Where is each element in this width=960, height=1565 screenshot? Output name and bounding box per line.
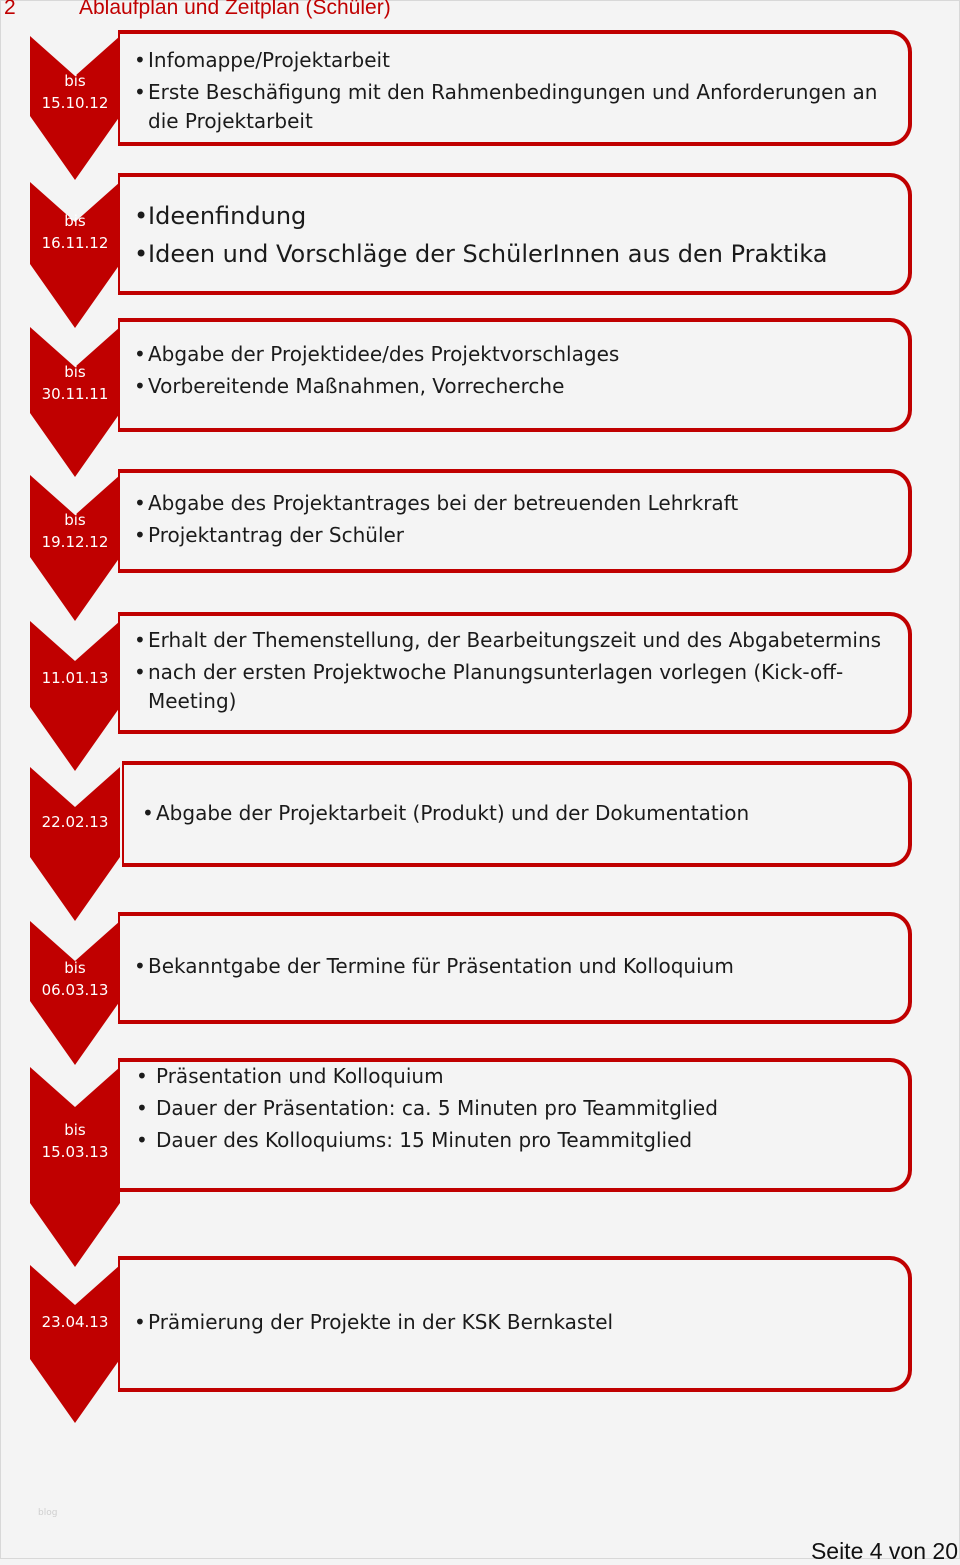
step-item: • Ideenfindung xyxy=(132,199,896,233)
step-date-line: 06.03.13 xyxy=(41,981,109,999)
step-items xyxy=(132,46,896,139)
step-item: • nach der ersten Projektwoche Planungsunterlagen vorlegen (Kick-off-Meeting) xyxy=(132,658,896,716)
step-date-line: bis xyxy=(64,72,86,90)
step-box xyxy=(118,612,912,734)
step-items xyxy=(132,1308,896,1340)
step-item: • Abgabe der Projektidee/des Projektvorschlages xyxy=(132,340,896,369)
step-date-line: bis xyxy=(64,511,86,529)
step-items xyxy=(132,489,896,553)
chevron-arrow-icon xyxy=(30,1259,120,1423)
chevron-arrow-icon xyxy=(30,615,120,771)
page-number: Seite 4 von 20 xyxy=(810,1538,958,1564)
step-box xyxy=(118,1256,912,1392)
chevron-arrow-icon xyxy=(30,761,120,921)
step-date-line: bis xyxy=(64,959,86,977)
step-items xyxy=(132,626,896,719)
step-date xyxy=(30,210,120,254)
step-box xyxy=(118,173,912,295)
section-title: Ablaufplan und Zeitplan (Schüler) xyxy=(79,0,391,19)
step-box xyxy=(118,30,912,146)
step-date-line: 19.12.12 xyxy=(41,533,109,551)
step-date xyxy=(30,1311,120,1333)
step-items xyxy=(134,1062,898,1158)
step-items xyxy=(132,340,896,404)
step-items xyxy=(140,799,904,831)
step-box xyxy=(118,318,912,432)
step-box xyxy=(118,469,912,573)
step-date-line: 22.02.13 xyxy=(41,813,109,831)
step-date-line: 23.04.13 xyxy=(41,1313,109,1331)
step-items xyxy=(132,199,896,275)
step-item: • Abgabe des Projektantrages bei der betreuenden Lehrkraft xyxy=(132,489,896,518)
step-date-line: bis xyxy=(64,1121,86,1139)
step-date xyxy=(30,667,120,689)
step-date-line: bis xyxy=(64,363,86,381)
step-item: • Ideen und Vorschläge der SchülerInnen aus den Praktika xyxy=(132,237,896,271)
step-date xyxy=(30,70,120,114)
step-date-line: 15.03.13 xyxy=(41,1143,109,1161)
step-item: • Prämierung der Projekte in der KSK Bernkastel xyxy=(132,1308,896,1337)
step-box xyxy=(118,912,912,1024)
step-item: • Bekanntgabe der Termine für Präsentation und Kolloquium xyxy=(132,952,896,981)
watermark: blog xyxy=(38,1508,58,1518)
step-box xyxy=(122,761,912,867)
step-date xyxy=(30,361,120,405)
step-item: • Dauer des Kolloquiums: 15 Minuten pro Teammitglied xyxy=(134,1126,898,1155)
step-item: • Erhalt der Themenstellung, der Bearbeitungszeit und des Abgabetermins xyxy=(132,626,896,655)
step-date xyxy=(30,811,120,833)
section-number: 2 xyxy=(4,0,16,19)
step-item: • Abgabe der Projektarbeit (Produkt) und der Dokumentation xyxy=(140,799,904,828)
step-item: • Präsentation und Kolloquium xyxy=(134,1062,898,1091)
step-date-line: 15.10.12 xyxy=(41,94,109,112)
step-date xyxy=(30,957,120,1001)
step-date-line: 16.11.12 xyxy=(41,234,109,252)
step-item: • Vorbereitende Maßnahmen, Vorrecherche xyxy=(132,372,896,401)
step-date xyxy=(30,1119,120,1163)
step-date-line: bis xyxy=(64,212,86,230)
step-item: • Projektantrag der Schüler xyxy=(132,521,896,550)
chevron-arrow-icon xyxy=(30,1061,120,1267)
step-date-line: 11.01.13 xyxy=(41,669,109,687)
step-date xyxy=(30,509,120,553)
step-item: • Infomappe/Projektarbeit xyxy=(132,46,896,75)
step-date-line: 30.11.11 xyxy=(41,385,109,403)
step-box xyxy=(118,1058,912,1192)
step-item: • Dauer der Präsentation: ca. 5 Minuten pro Teammitglied xyxy=(134,1094,898,1123)
step-item: • Erste Beschäfigung mit den Rahmenbedingungen und Anforderungen an die Projektarbeit xyxy=(132,78,896,136)
step-items xyxy=(132,952,896,984)
